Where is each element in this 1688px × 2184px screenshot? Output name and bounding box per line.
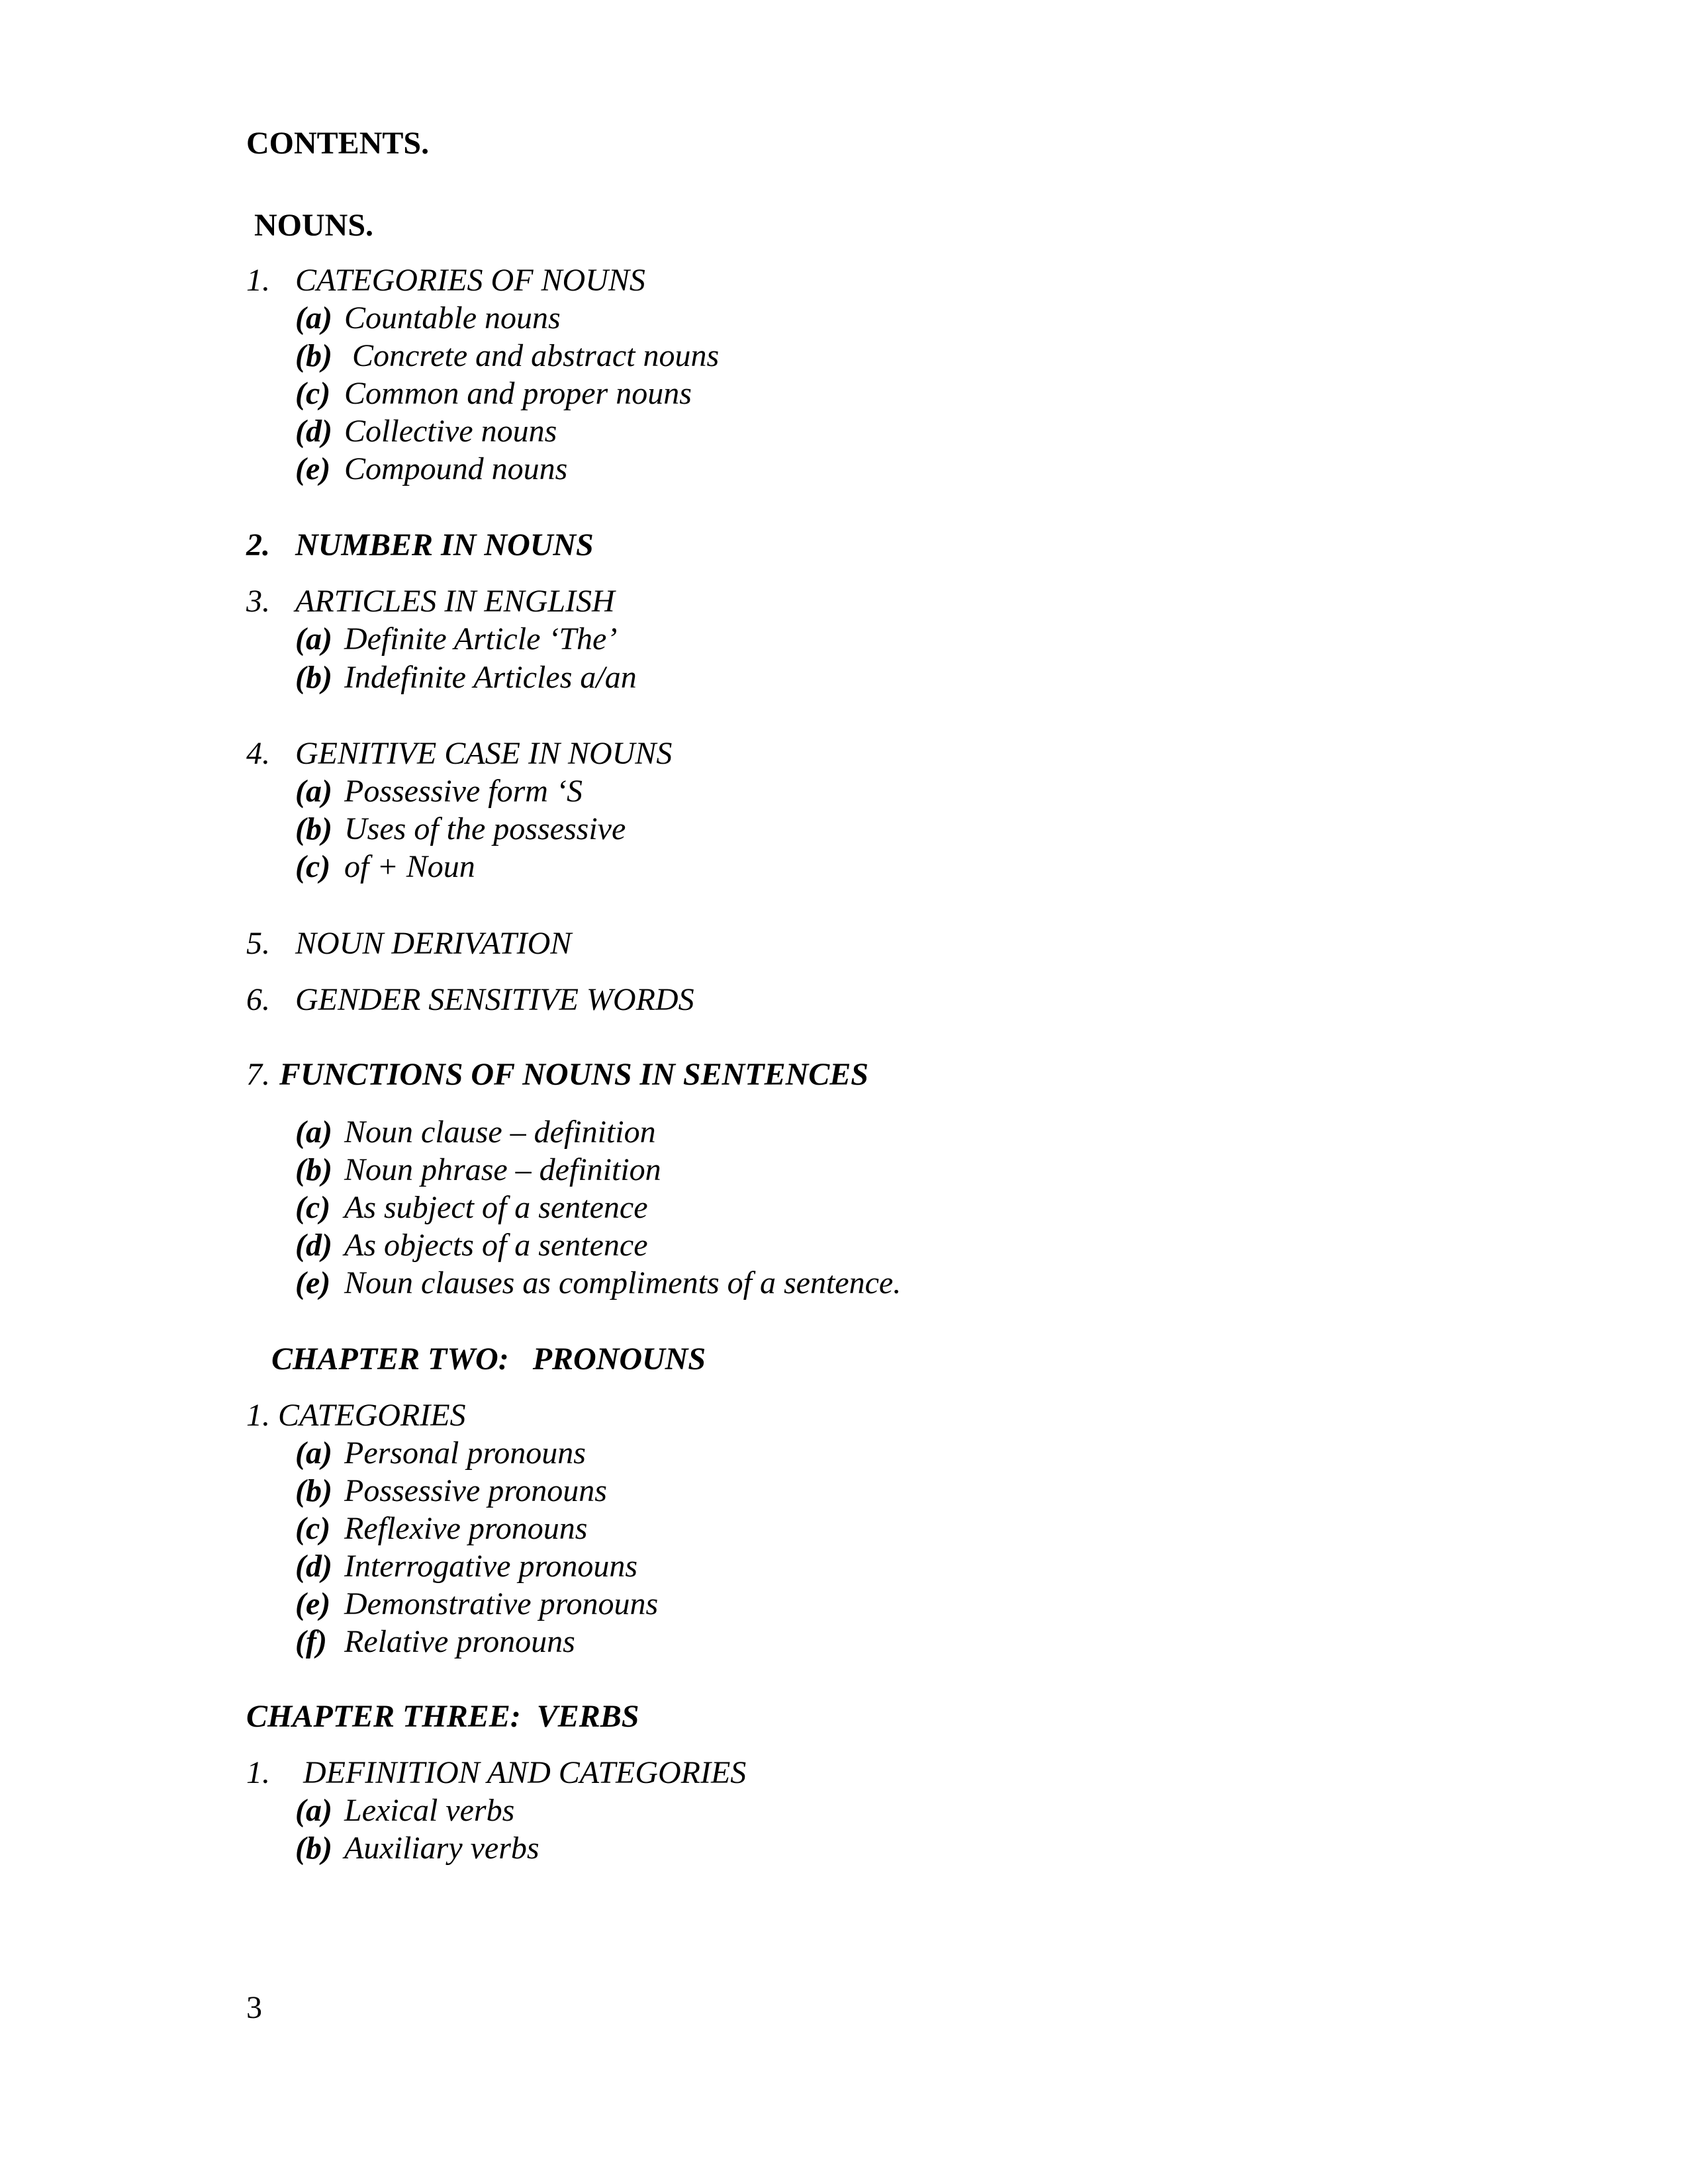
subentry-text: Reflexive pronouns — [344, 1511, 588, 1546]
toc-subentry — [295, 810, 626, 848]
toc-subentry — [295, 1189, 648, 1227]
subentry-label: (f) — [295, 1624, 327, 1659]
toc-subentry — [295, 1585, 658, 1623]
subentry-text: As subject of a sentence — [344, 1190, 648, 1225]
chapter-two-heading: CHAPTER TWO: PRONOUNS — [271, 1342, 706, 1377]
toc-subentry — [295, 772, 583, 811]
subentry-text: Definite Article ‘The’ — [344, 621, 618, 657]
toc-entry-gender-sensitive-words — [246, 981, 694, 1019]
toc-subentry — [295, 375, 692, 413]
page-number: 3 — [246, 1990, 262, 2025]
subentry-text: As objects of a sentence — [344, 1228, 648, 1263]
subentry-text: Uses of the possessive — [344, 811, 626, 846]
toc-subentry — [295, 620, 617, 659]
toc-entry-articles-in-english — [246, 582, 615, 621]
subentry-label: (d) — [295, 1549, 332, 1584]
toc-subentry — [295, 1264, 901, 1302]
subentry-label: (a) — [295, 1793, 332, 1828]
entry-number: 4. — [246, 736, 270, 771]
toc-entry-categories-of-nouns — [246, 261, 645, 300]
toc-subentry — [295, 1472, 607, 1510]
nouns-heading: NOUNS. — [254, 208, 374, 243]
subentry-text: Collective nouns — [344, 414, 557, 449]
entry-number: 2. — [246, 527, 270, 563]
subentry-label: (c) — [295, 1190, 331, 1225]
subentry-text: Indefinite Articles a/an — [344, 660, 637, 695]
toc-subentry — [295, 450, 567, 488]
toc-subentry — [295, 848, 475, 886]
subentry-text: Noun phrase – definition — [344, 1152, 661, 1187]
subentry-label: (e) — [295, 451, 331, 486]
entry-title: NUMBER IN NOUNS — [295, 527, 594, 563]
subentry-label: (e) — [295, 1586, 331, 1621]
entry-number: 7. — [246, 1057, 270, 1092]
subentry-text: Noun clause – definition — [344, 1115, 656, 1150]
toc-subentry — [295, 337, 719, 375]
toc-entry-noun-derivation — [246, 925, 571, 963]
subentry-label: (b) — [295, 1831, 332, 1866]
subentry-label: (a) — [295, 300, 332, 336]
subentry-label: (e) — [295, 1265, 331, 1300]
subentry-text: Possessive form ‘S — [344, 774, 583, 809]
toc-subentry — [295, 1113, 656, 1152]
subentry-label: (b) — [295, 338, 332, 373]
subentry-text: Concrete and abstract nouns — [344, 338, 720, 373]
toc-entry-pronoun-categories: 1. CATEGORIES — [246, 1398, 466, 1433]
subentry-label: (b) — [295, 1152, 332, 1187]
entry-title: CATEGORIES OF NOUNS — [295, 263, 645, 298]
subentry-label: (d) — [295, 1228, 332, 1263]
entry-number: 1. — [246, 1755, 270, 1790]
toc-entry-definition-and-categories — [246, 1754, 746, 1792]
toc-subentry — [295, 1623, 575, 1661]
subentry-text: Personal pronouns — [344, 1435, 586, 1471]
toc-subentry — [295, 299, 561, 338]
subentry-text: Common and proper nouns — [344, 376, 692, 411]
contents-title: CONTENTS. — [246, 126, 430, 161]
toc-subentry — [295, 412, 557, 451]
toc-subentry — [295, 659, 637, 697]
subentry-label: (c) — [295, 1511, 331, 1546]
subentry-text: of + Noun — [344, 849, 475, 884]
subentry-label: (a) — [295, 1435, 332, 1471]
subentry-label: (a) — [295, 621, 332, 657]
toc-subentry — [295, 1151, 661, 1189]
subentry-text: Relative pronouns — [344, 1624, 575, 1659]
entry-title: FUNCTIONS OF NOUNS IN SENTENCES — [279, 1057, 868, 1092]
toc-subentry — [295, 1510, 587, 1548]
subentry-label: (c) — [295, 849, 331, 884]
subentry-text: Interrogative pronouns — [344, 1549, 638, 1584]
subentry-text: Noun clauses as compliments of a sentence. — [344, 1265, 902, 1300]
subentry-label: (b) — [295, 660, 332, 695]
toc-entry-genitive-case — [246, 735, 672, 773]
chapter-three-heading: CHAPTER THREE: VERBS — [246, 1699, 639, 1734]
subentry-text: Lexical verbs — [344, 1793, 515, 1828]
toc-subentry — [295, 1792, 514, 1830]
toc-entry-number-in-nouns — [246, 526, 594, 565]
subentry-text: Demonstrative pronouns — [344, 1586, 659, 1621]
subentry-label: (a) — [295, 1115, 332, 1150]
entry-number: 6. — [246, 982, 270, 1017]
subentry-label: (c) — [295, 376, 331, 411]
entry-title: GENITIVE CASE IN NOUNS — [295, 736, 673, 771]
subentry-label: (d) — [295, 414, 332, 449]
toc-subentry — [295, 1547, 637, 1586]
toc-entry-functions-of-nouns — [246, 1056, 868, 1094]
entry-title: NOUN DERIVATION — [295, 926, 572, 961]
subentry-label: (b) — [295, 811, 332, 846]
subentry-text: Auxiliary verbs — [344, 1831, 539, 1866]
toc-subentry — [295, 1829, 539, 1868]
entry-title: GENDER SENSITIVE WORDS — [295, 982, 694, 1017]
subentry-label: (a) — [295, 774, 332, 809]
entry-number: 3. — [246, 584, 270, 619]
toc-subentry — [295, 1434, 586, 1473]
subentry-text: Countable nouns — [344, 300, 561, 336]
subentry-label: (b) — [295, 1473, 332, 1508]
entry-number: 1. — [246, 263, 270, 298]
toc-subentry — [295, 1226, 648, 1265]
subentry-text: Compound nouns — [344, 451, 568, 486]
entry-title: DEFINITION AND CATEGORIES — [303, 1755, 747, 1790]
entry-number: 5. — [246, 926, 270, 961]
entry-title: ARTICLES IN ENGLISH — [295, 584, 615, 619]
subentry-text: Possessive pronouns — [344, 1473, 607, 1508]
